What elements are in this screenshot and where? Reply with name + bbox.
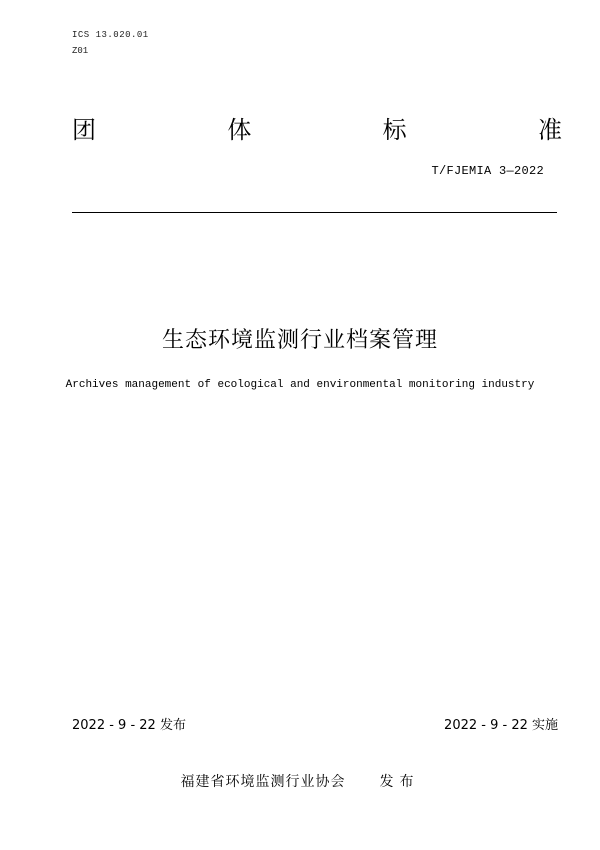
document-title-english: Archives management of ecological and environmental monitoring industry	[65, 379, 535, 391]
issue-label: 发布	[379, 774, 420, 790]
issuer-name: 福建省环境监测行业协会	[180, 774, 346, 790]
standard-number: T/FJEMIA 3—2022	[431, 164, 544, 178]
standard-type-char: 准	[537, 116, 562, 144]
publication-date: 2022 - 9 - 22 发布	[72, 718, 186, 733]
implementation-date: 2022 - 9 - 22 实施	[444, 718, 558, 733]
ics-code: ICS 13.020.01	[72, 30, 149, 40]
issuer-line	[0, 773, 600, 791]
standard-type-char: 团	[72, 116, 96, 144]
header-divider	[72, 212, 557, 213]
ccs-code: Z01	[72, 46, 89, 56]
standard-type-heading	[72, 115, 562, 145]
standard-type-char: 标	[382, 116, 407, 144]
document-title-chinese: 生态环境监测行业档案管理	[161, 328, 438, 353]
standard-type-char: 体	[227, 116, 252, 144]
